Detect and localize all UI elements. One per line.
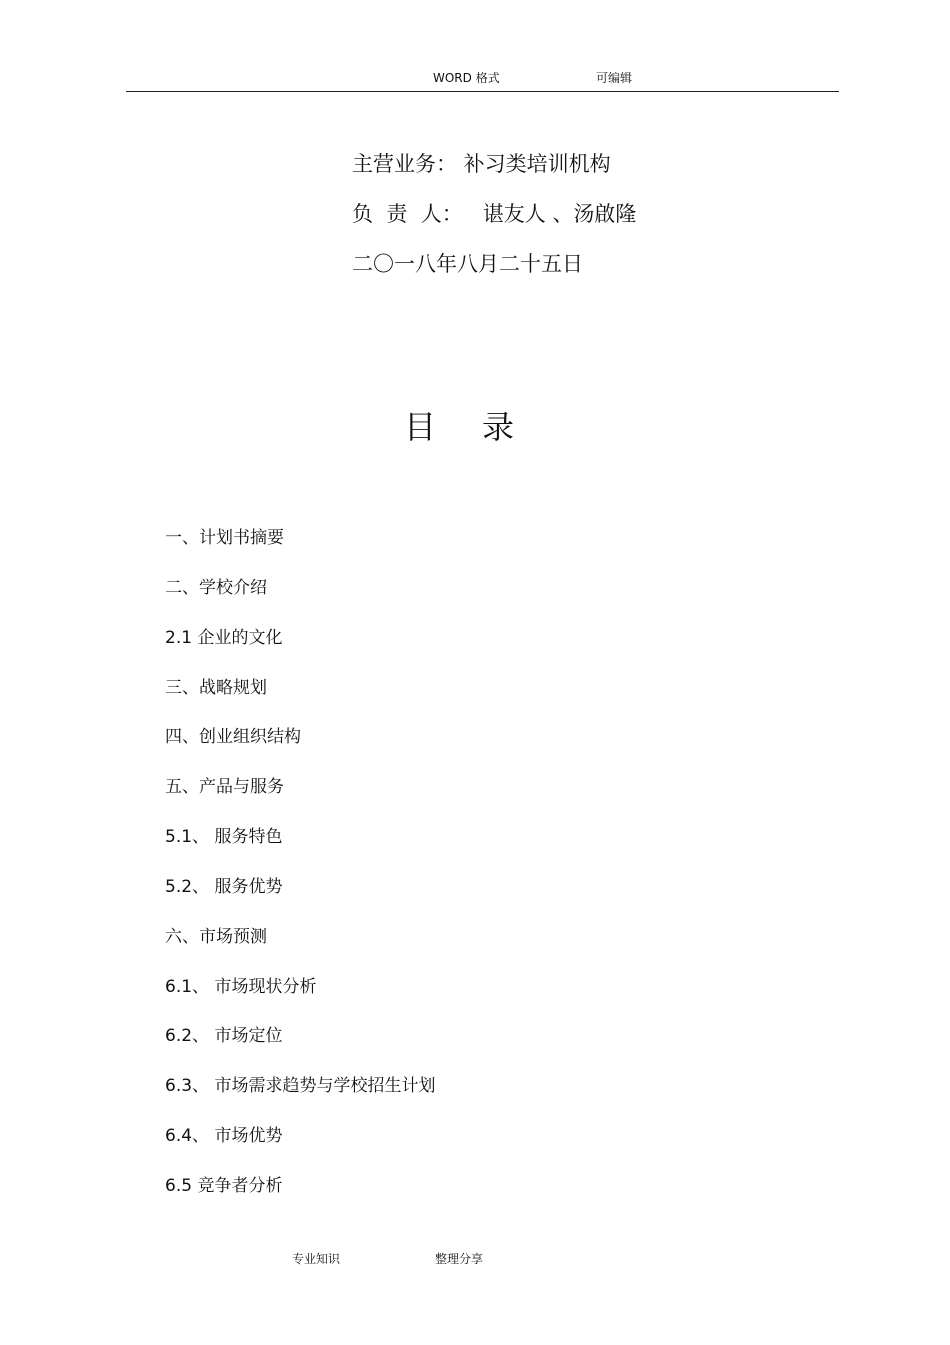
toc-item: 五、产品与服务 — [165, 777, 284, 798]
toc-item: 2.1 企业的文化 — [165, 627, 283, 648]
toc-item: 6.1、 市场现状分析 — [165, 976, 317, 997]
toc-item: 6.2、 市场定位 — [165, 1026, 283, 1047]
business-line: 主营业务： 补习类培训机构 — [352, 152, 611, 176]
toc-item: 一、计划书摘要 — [165, 528, 284, 548]
toc-item: 6.5 竞争者分析 — [165, 1175, 283, 1196]
toc-title: 目录 — [403, 408, 560, 446]
toc-item: 6.4、 市场优势 — [165, 1126, 283, 1147]
toc-item: 三、战略规划 — [165, 677, 267, 698]
toc-list — [165, 526, 435, 1224]
footer-share-label: 整理分享 — [435, 1252, 484, 1266]
toc-item: 六、市场预测 — [165, 926, 267, 947]
toc-item: 四、创业组织结构 — [165, 727, 301, 748]
footer-knowledge-label: 专业知识 — [292, 1252, 341, 1266]
header-editable-label: 可编辑 — [596, 71, 633, 85]
date-line: 二〇一八年八月二十五日 — [352, 252, 583, 276]
toc-item: 5.2、 服务优势 — [165, 876, 283, 897]
toc-item: 二、学校介绍 — [165, 577, 267, 598]
toc-item: 6.3、 市场需求趋势与学校招生计划 — [165, 1076, 436, 1097]
toc-item: 5.1、 服务特色 — [165, 827, 283, 848]
header-format-label: WORD 格式 — [433, 71, 500, 85]
owner-line: 负 责 人： 谌友人 、汤啟隆 — [352, 202, 637, 226]
header-divider — [126, 91, 839, 92]
